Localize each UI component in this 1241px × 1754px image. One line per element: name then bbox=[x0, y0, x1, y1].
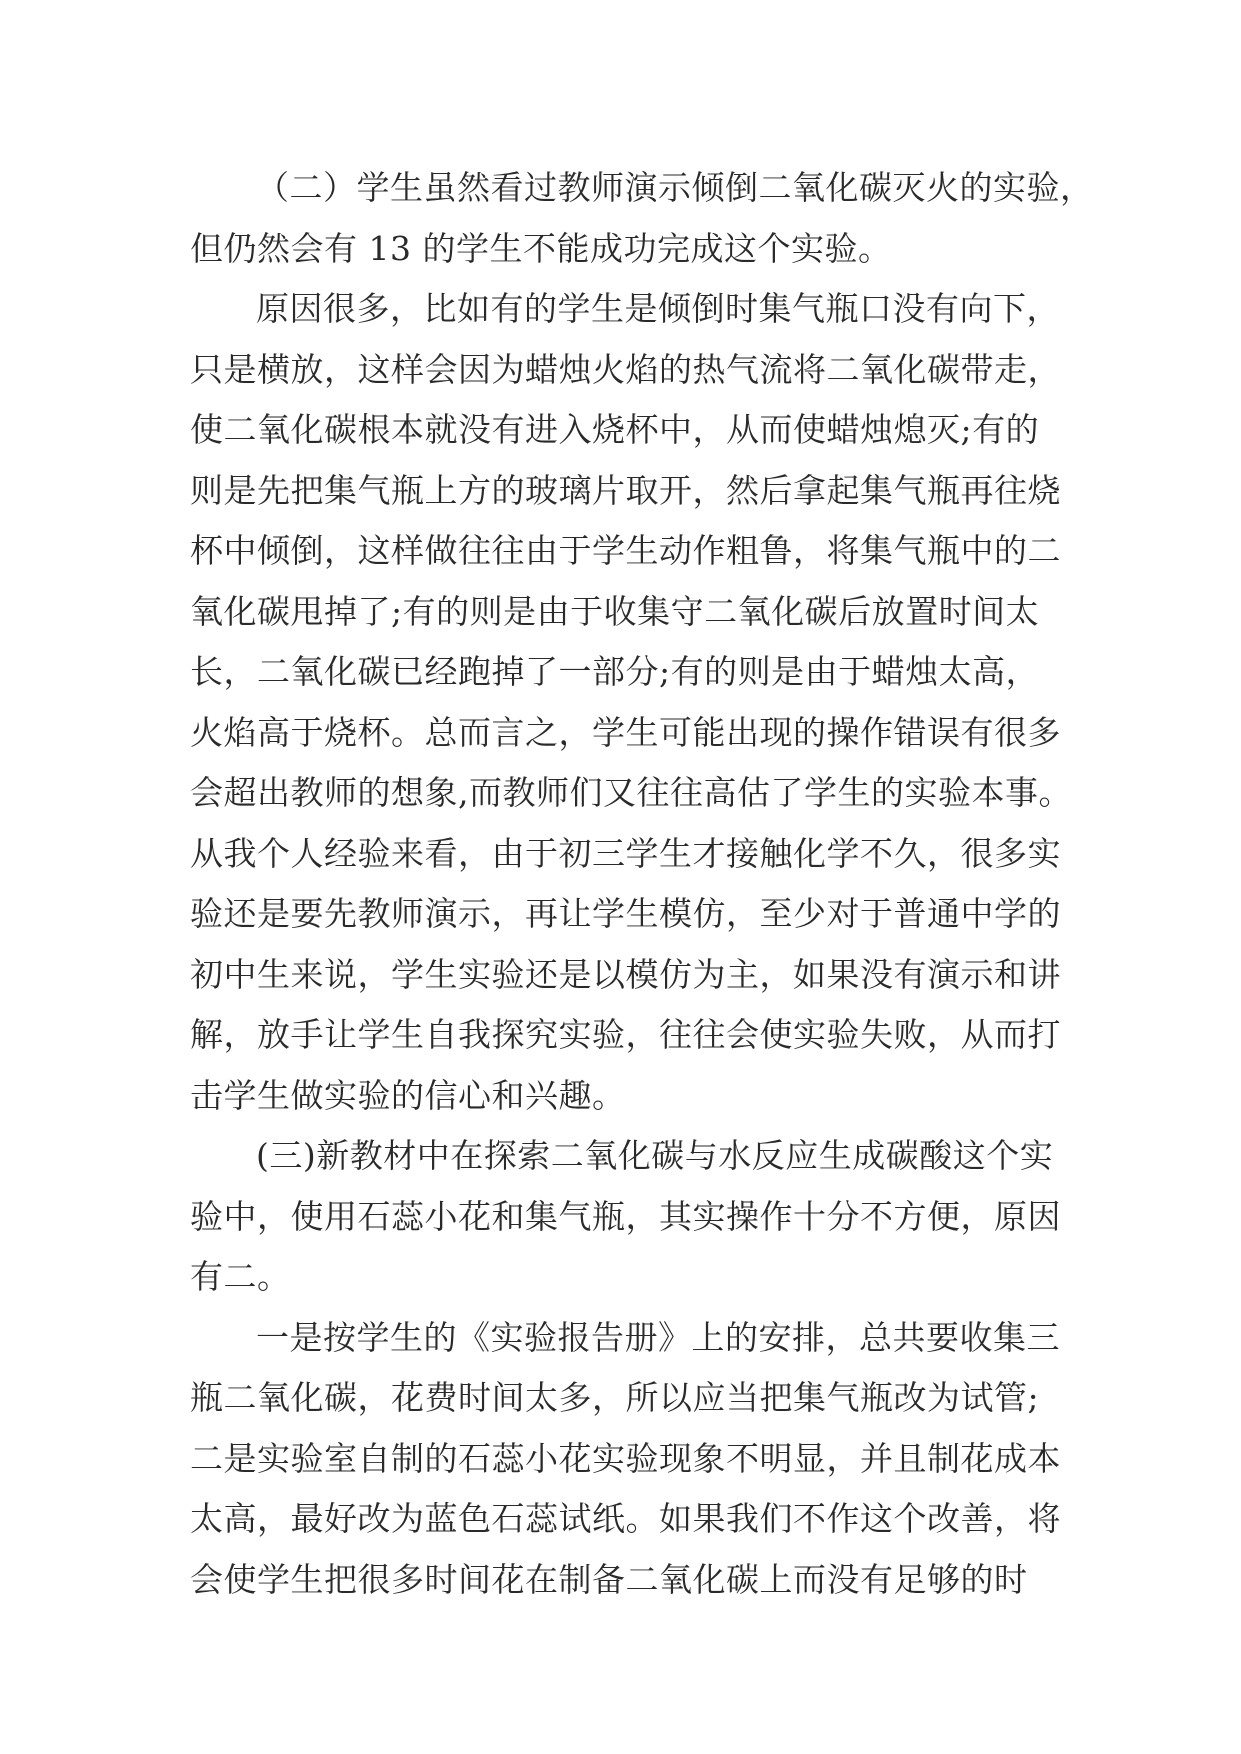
text-line: 初中生来说，学生实验还是以模仿为主，如果没有演示和讲 bbox=[190, 954, 1061, 994]
paragraph-4 bbox=[190, 1308, 1060, 1611]
text-line: 氧化碳甩掉了;有的则是由于收集守二氧化碳后放置时间太 bbox=[190, 591, 1040, 631]
text-line: 从我个人经验来看，由于初三学生才接触化学不久，很多实 bbox=[190, 833, 1061, 873]
text-line: 使二氧化碳根本就没有进入烧杯中，从而使蜡烛熄灭;有的 bbox=[190, 410, 1040, 449]
body-text bbox=[190, 158, 1094, 1610]
text-line: 瓶二氧化碳，花费时间太多，所以应当把集气瓶改为试管; bbox=[190, 1378, 1040, 1417]
text-line: 只是横放，这样会因为蜡烛火焰的热气流将二氧化碳带走， bbox=[190, 349, 1061, 389]
text-line: 原因很多，比如有的学生是倾倒时集气瓶口没有向下， bbox=[256, 289, 1060, 328]
text-line: 验中，使用石蕊小花和集气瓶，其实操作十分不方便，原因 bbox=[190, 1196, 1061, 1236]
text-line: 太高，最好改为蓝色石蕊试纸。如果我们不作这个改善，将 bbox=[190, 1499, 1061, 1538]
text-line: 有二。 bbox=[190, 1257, 291, 1296]
text-line: 长，二氧化碳已经跑掉了一部分;有的则是由于蜡烛太高， bbox=[190, 652, 1040, 691]
text-line: 会超出教师的想象,而教师们又往往高估了学生的实验本事。 bbox=[190, 773, 1072, 812]
text-line: (三)新教材中在探索二氧化碳与水反应生成碳酸这个实 bbox=[256, 1136, 1054, 1175]
text-line: 验还是要先教师演示，再让学生模仿，至少对于普通中学的 bbox=[190, 894, 1061, 933]
text-line: （二）学生虽然看过教师演示倾倒二氧化碳灭火的实验， bbox=[256, 168, 1094, 207]
text-line: 二是实验室自制的石蕊小花实验现象不明显，并且制花成本 bbox=[190, 1438, 1061, 1478]
paragraph-2 bbox=[190, 279, 1072, 1126]
text-line: 火焰高于烧杯。总而言之，学生可能出现的操作错误有很多 bbox=[190, 712, 1061, 752]
paragraph-1 bbox=[190, 158, 1094, 279]
text-line: 一是按学生的《实验报告册》上的安排，总共要收集三 bbox=[256, 1317, 1060, 1357]
paragraph-3 bbox=[190, 1126, 1060, 1308]
text-line: 解，放手让学生自我探究实验，往往会使实验失败，从而打 bbox=[190, 1015, 1061, 1054]
text-line: 杯中倾倒，这样做往往由于学生动作粗鲁，将集气瓶中的二 bbox=[190, 531, 1061, 570]
text-line: 但仍然会有 13 的学生不能成功完成这个实验。 bbox=[190, 228, 892, 268]
text-line: 会使学生把很多时间花在制备二氧化碳上而没有足够的时 bbox=[190, 1559, 1028, 1599]
text-line: 击学生做实验的信心和兴趣。 bbox=[190, 1075, 626, 1115]
text-line: 则是先把集气瓶上方的玻璃片取开，然后拿起集气瓶再往烧 bbox=[190, 470, 1061, 510]
